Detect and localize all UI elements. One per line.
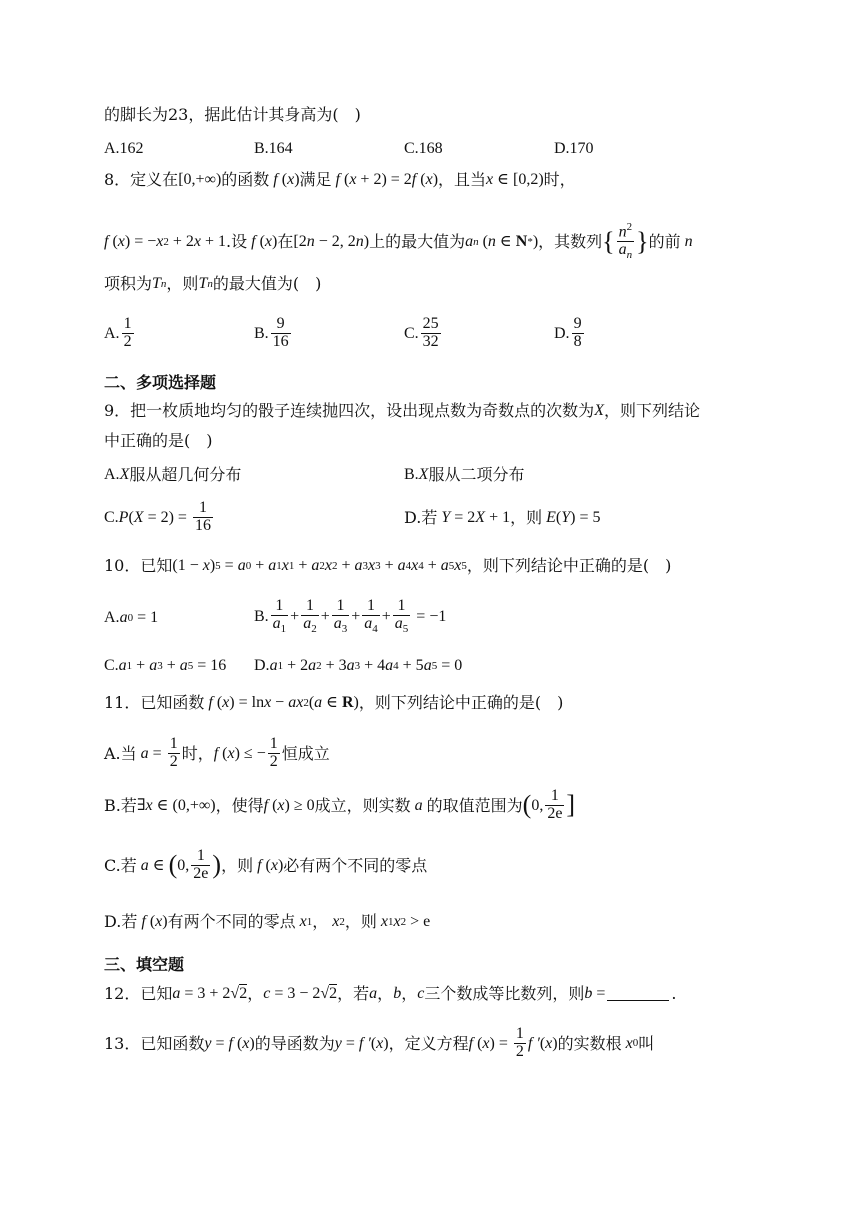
q7-tail-line: [104, 106, 361, 124]
q8-option-c: C. $\frac{25}{32}$: [404, 315, 439, 350]
q7-option-b: B.164: [254, 140, 293, 157]
q11-option-c: C.若 a ∈ ( 0, $\frac{1}{2e}$ ) ，则 f ( x ) 必有两个不同的零点: [104, 847, 428, 882]
q7-text: 的脚长为23，据此估计其身高为( ): [104, 105, 361, 124]
section-heading-fill-in: 三、填空题: [104, 955, 185, 974]
q8-option-a: A. $\frac{1}{2}$: [104, 315, 132, 350]
q8-text: 8．定义在: [104, 170, 179, 189]
q13-stem: 13．已知函数 y = f ( x ) 的导函数为 y = f ′ ( x ) ，定义方程 f ( x ) = $\frac{1}{2}$ f ′ ( x ) 的实数根 x 0 叫: [104, 1025, 655, 1060]
q10-option-c: C. a 1 + a 3 + a 5 = 16: [104, 657, 227, 674]
q7-option-c: C.168: [404, 140, 443, 157]
q9-option-d: D.若 Y = 2 X + 1 ，则 E ( Y ) = 5: [404, 508, 601, 527]
q9-line-1: 9．把一枚质地均匀的骰子连续抛四次，设出现点数为奇数点的次数为 X ，则下列结论: [104, 401, 700, 420]
q8-option-b: B. $\frac{9}{16}$: [254, 315, 289, 350]
q8-line-2: f ( x ) = − x 2 + 2 x + 1 .设 f ( x ) 在 [2 n − 2, 2 n ) 上的最大值为 a n ( n ∈ N * ) ，其数列 { $\frac{n^2}{a_n}$ } 的前 n: [104, 221, 693, 262]
q10-stem: 10．已知 (1 − x ) 5 = a 0 + a 1 x 1 + a 2 x 2 + a 3 x 3 + a 4 x 4 + a 5 x 5 ，则下列结论中正确的是( ): [104, 556, 672, 575]
q11-stem: 11．已知函数 f ( x ) = ln x − ax 2 ( a ∈ R ) ，则下列结论中正确的是( ): [104, 693, 564, 712]
q10-option-b: B. $\frac{1}{a_1}$ + $\frac{1}{a_2}$ + $\frac{1}{a_3}$ + $\frac{1}{a_4}$ + $\frac{1}{a_5}$ = −1: [254, 597, 447, 635]
q11-option-a: A.当 a = $\frac{1}{2}$ 时， f ( x ) ≤ − $\frac{1}{2}$ 恒成立: [104, 735, 330, 770]
answer-blank: [607, 986, 669, 1001]
q7-option-a: A.162: [104, 140, 144, 157]
q9-option-b: B. X 服从二项分布: [404, 465, 525, 484]
q10-option-d: D. a 1 + 2 a 2 + 3 a 3 + 4 a 4 + 5 a 5 = 0: [254, 657, 463, 674]
q11-option-d: D.若 f ( x ) 有两个不同的零点 x 1 ， x 2 ，则 x 1 x 2 > e: [104, 912, 431, 931]
q9-line-2: 中正确的是( ): [104, 431, 213, 450]
q9-option-a: A. X 服从超几何分布: [104, 465, 242, 484]
q8-line-3: 项积为 T n ，则 T n 的最大值为( ): [104, 274, 322, 293]
q7-option-d: D.170: [554, 140, 594, 157]
q8-line-1: 8．定义在 [0,+∞) 的函数 f ( x ) 满足 f ( x + 2) = 2 f ( x ) ，且当 x ∈ [0,2) 时，: [104, 170, 576, 189]
q8-option-d: D. $\frac{9}{8}$: [554, 315, 582, 350]
q12-stem: 12．已知 a = 3 + 2√ 2 ， c = 3 − 2√ 2 ，若 a ， b ， c 三个数成等比数列，则 b = .: [104, 983, 677, 1003]
q9-option-c: C. P ( X = 2) = $\frac{1}{16}$: [104, 499, 211, 534]
section-heading-multiple-choice: 二、多项选择题: [104, 373, 217, 392]
q11-option-b: B.若 ∃ x ∈ (0,+∞) ，使得 f ( x ) ≥ 0 成立，则实数 a 的取值范围为 ( 0, $\frac{1}{2e}$ ]: [104, 787, 576, 822]
q10-option-a: A. a 0 = 1: [104, 609, 159, 626]
